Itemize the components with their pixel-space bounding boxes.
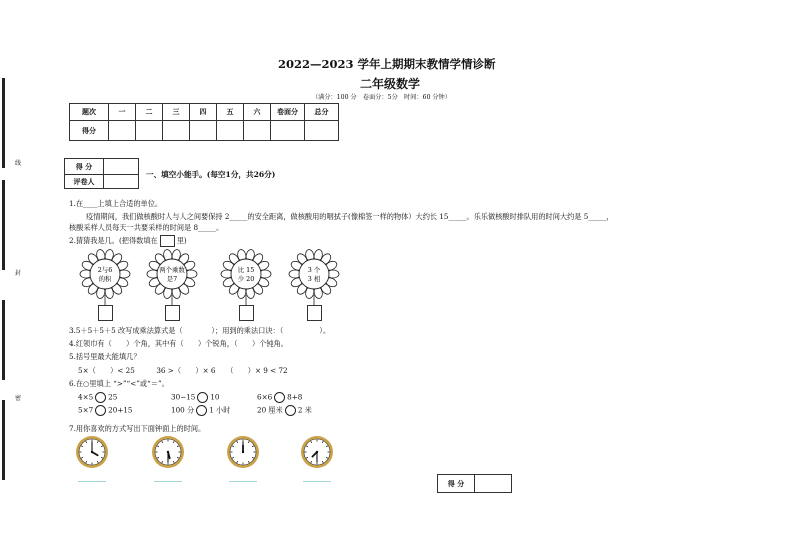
grader-name-cell[interactable] — [104, 175, 139, 189]
grader-name-label: 评卷人 — [65, 175, 104, 189]
side-mark-line: 线 — [14, 160, 21, 167]
q5-line: 5×（ ）< 25 36 >（ ）× 6 （ ）× 9 < 72 — [78, 366, 288, 375]
comparison-left: 100 分 — [171, 405, 195, 415]
clock-face — [151, 435, 185, 469]
score-table-header: 三 — [163, 104, 190, 121]
q1-line2: 核酸采样人员每天一共要采样的时间是 8_____。 — [69, 223, 224, 232]
clock-answer-line[interactable] — [154, 481, 182, 482]
comparison-circle[interactable] — [196, 405, 207, 416]
flower-label: 2与6 — [97, 266, 113, 274]
clock-pivot — [242, 451, 244, 453]
clock-icon — [226, 435, 260, 473]
sunflower-graphic — [79, 248, 131, 308]
sunflower-graphic — [288, 248, 340, 308]
flower-center — [231, 259, 261, 289]
footer-score-cell[interactable] — [475, 475, 512, 493]
comparison-item — [78, 392, 117, 403]
score-table-header: 五 — [217, 104, 244, 121]
clock-face — [300, 435, 334, 469]
comparison-left: 4×5 — [78, 392, 94, 402]
clock-face — [75, 435, 109, 469]
score-table-header: 二 — [136, 104, 163, 121]
score-table-row-label: 得分 — [70, 121, 109, 141]
flower-label: 比 15 — [237, 266, 255, 274]
answer-box-icon — [160, 235, 175, 247]
q5-prompt: 5.括号里最大能填几？ — [69, 352, 141, 361]
flower-label: 3 相 — [307, 275, 321, 283]
flower-center — [157, 259, 187, 289]
score-cell[interactable] — [244, 121, 271, 141]
comparison-left: 5×7 — [78, 405, 94, 415]
score-cell[interactable] — [109, 121, 136, 141]
score-table — [69, 103, 339, 141]
q2-prompt: 2.猜猜我是几。(把得数填在 里) — [69, 236, 187, 245]
binding-bar — [2, 300, 5, 380]
clock-answer-line[interactable] — [303, 481, 331, 482]
comparison-right: 25 — [108, 392, 118, 402]
score-cell[interactable] — [217, 121, 244, 141]
clock-answer-line[interactable] — [229, 481, 257, 482]
binding-bar — [2, 400, 5, 480]
binding-bar — [2, 180, 5, 270]
sunflower-icon — [220, 248, 272, 308]
flower-center — [90, 259, 120, 289]
score-cell[interactable] — [136, 121, 163, 141]
flower-label: 两个乘数 — [159, 266, 185, 274]
section-heading: 一、填空小能手。(每空1分，共26分) — [146, 170, 276, 179]
footer-score-box — [437, 474, 512, 493]
comparison-right: 8+8 — [287, 392, 303, 402]
comparison-left: 6×6 — [257, 392, 273, 402]
flower-label: 是7 — [166, 275, 178, 283]
comparison-item — [171, 392, 219, 403]
footer-score-label: 得 分 — [438, 475, 475, 493]
clock-pivot — [91, 451, 93, 453]
comparison-item — [171, 405, 230, 416]
comparison-left: 20 厘米 — [257, 405, 283, 415]
q4-text: 4.红领巾有（ ）个角，其中有（ ）个锐角，（ ）个钝角。 — [69, 339, 288, 348]
comparison-item — [257, 405, 312, 416]
clock-icon — [75, 435, 109, 473]
score-table-header: 题次 — [70, 104, 109, 121]
flower-label: 3 个 — [307, 266, 321, 274]
comparison-circle[interactable] — [285, 405, 296, 416]
comparison-right: 1 小时 — [209, 405, 231, 415]
comparison-item — [257, 392, 302, 403]
side-mark-secret: 密 — [14, 395, 21, 402]
side-mark-seal: 封 — [14, 270, 21, 277]
comparison-left: 30−15 — [171, 392, 196, 402]
score-cell[interactable] — [305, 121, 339, 141]
score-cell[interactable] — [271, 121, 305, 141]
comparison-circle[interactable] — [95, 392, 106, 403]
clock-icon — [151, 435, 185, 473]
flower-center — [299, 259, 329, 289]
sunflower-graphic — [146, 248, 198, 308]
clock-face — [226, 435, 260, 469]
comparison-circle[interactable] — [95, 405, 106, 416]
binding-bar — [2, 78, 5, 168]
comparison-circle[interactable] — [274, 392, 285, 403]
score-table-header: 四 — [190, 104, 217, 121]
sunflower-icon — [288, 248, 340, 308]
clock-answer-line[interactable] — [78, 481, 106, 482]
clock-pivot — [167, 451, 169, 453]
flower-answer-box[interactable] — [98, 305, 113, 321]
flower-label: 的积 — [98, 275, 112, 283]
grader-score-label: 得 分 — [65, 159, 104, 175]
q7-prompt: 7.用你喜欢的方式写出下面钟面上的时间。 — [69, 424, 206, 433]
comparison-right: 20+15 — [108, 405, 133, 415]
comparison-right: 10 — [210, 392, 220, 402]
grader-box — [64, 158, 139, 189]
sunflower-icon — [146, 248, 198, 308]
clock-pivot — [316, 451, 318, 453]
exam-subtitle: 二年级数学 — [360, 77, 421, 91]
score-table-header: 一 — [109, 104, 136, 121]
sunflower-graphic — [220, 248, 272, 308]
comparison-item — [78, 405, 133, 416]
score-info: （满分：100 分 卷面分：5分 时间：60 分钟） — [312, 94, 451, 101]
exam-title: 2022—2023 学年上期期末教情学情诊断 — [278, 57, 496, 71]
comparison-right: 2 米 — [297, 405, 312, 415]
comparison-circle[interactable] — [197, 392, 208, 403]
score-table-header: 总分 — [305, 104, 339, 121]
clock-icon — [300, 435, 334, 473]
flower-answer-box[interactable] — [307, 305, 322, 321]
flower-answer-box[interactable] — [165, 305, 180, 321]
grader-score-cell[interactable] — [104, 159, 139, 175]
q1-line1: 疫情期间，我们做核酸时人与人之间要保持 2_____的安全距离，做核酸用的咽拭子(像棉签一样的物体）大约长 15_____。乐乐做核酸时排队用的时间大约是 5_____， — [86, 212, 614, 221]
score-table-header: 卷面分 — [271, 104, 305, 121]
q6-prompt: 6.在○里填上 “>”“<”或“＝”。 — [69, 379, 169, 388]
flower-label: 少 20 — [237, 275, 255, 283]
score-cell[interactable] — [163, 121, 190, 141]
flower-answer-box[interactable] — [239, 305, 254, 321]
score-table-header: 六 — [244, 104, 271, 121]
sunflower-icon — [79, 248, 131, 308]
q3-text: 3.5＋5＋5＋5 改写成乘法算式是（ ）；用到的乘法口诀：（ ）。 — [69, 326, 331, 335]
score-cell[interactable] — [190, 121, 217, 141]
q1-prompt: 1.在____上填上合适的单位。 — [69, 199, 163, 208]
